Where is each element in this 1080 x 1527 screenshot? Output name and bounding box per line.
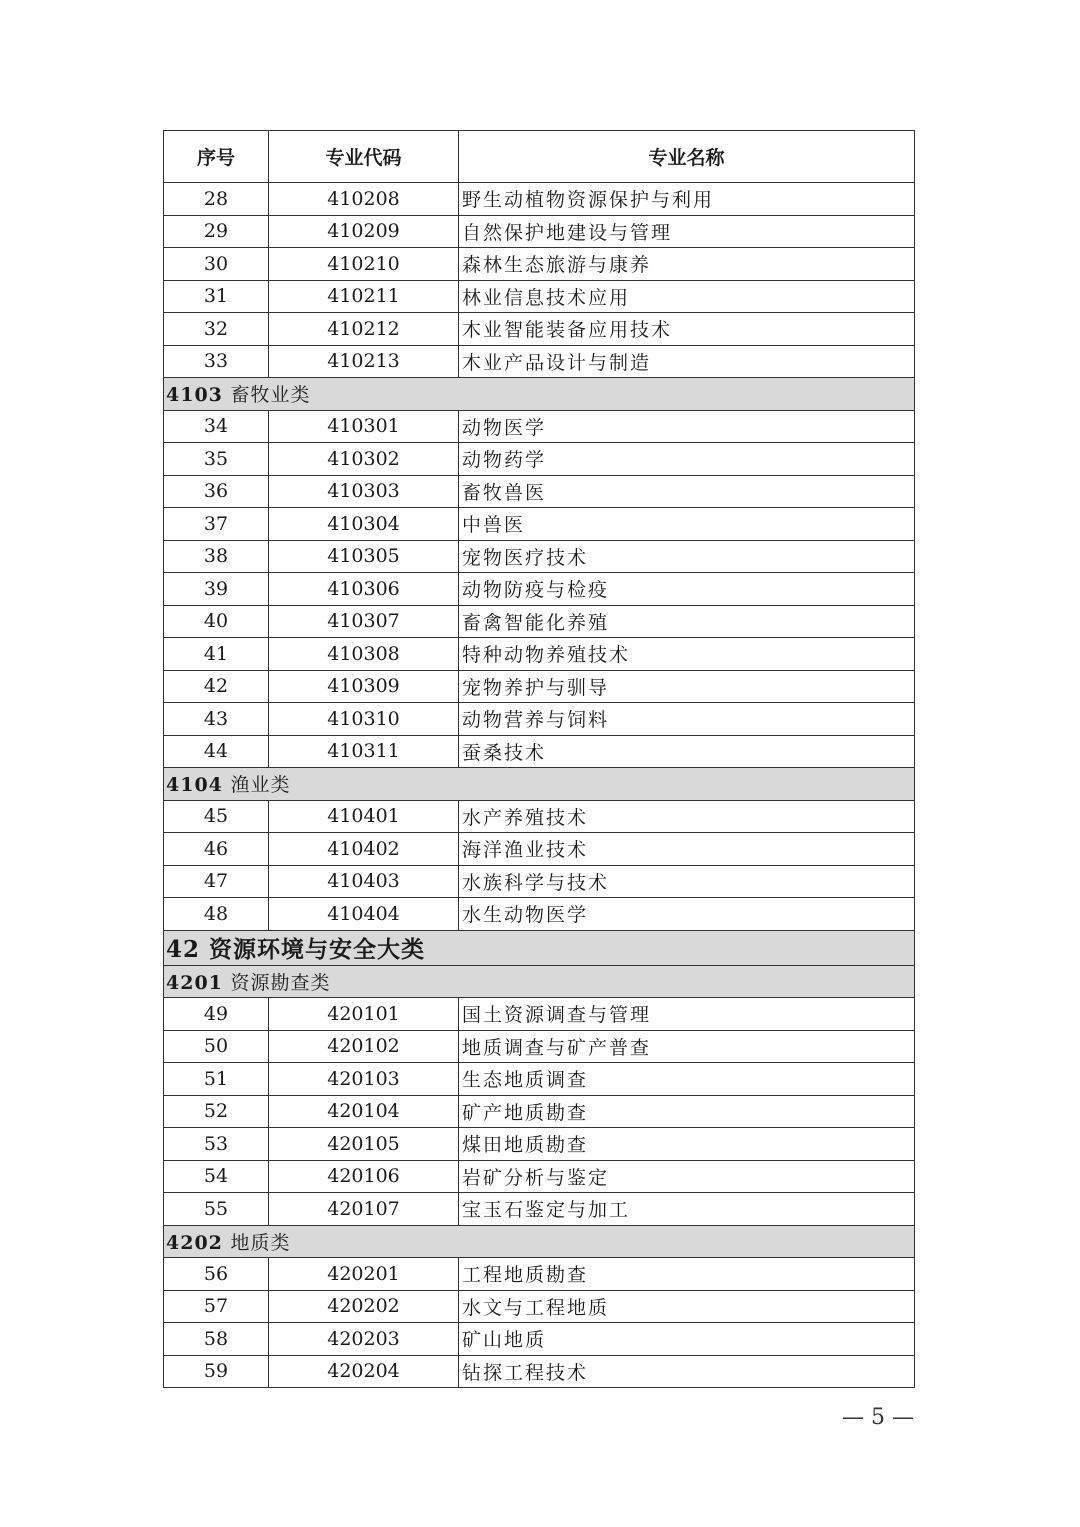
cell-code: 420202	[269, 1290, 459, 1323]
majors-table	[163, 130, 915, 1388]
cell-seq: 41	[164, 638, 269, 671]
cell-seq: 40	[164, 605, 269, 638]
cell-name: 畜牧兽医	[459, 475, 915, 508]
cell-name: 矿产地质勘查	[459, 1095, 915, 1128]
cell-seq: 43	[164, 703, 269, 736]
cell-code: 420105	[269, 1128, 459, 1161]
cell-seq: 47	[164, 865, 269, 898]
table-row	[164, 735, 915, 768]
cell-seq: 57	[164, 1290, 269, 1323]
table-row	[164, 1095, 915, 1128]
cell-name: 海洋渔业技术	[459, 833, 915, 866]
cell-code: 420107	[269, 1193, 459, 1226]
category-row	[164, 768, 915, 801]
cell-code: 420102	[269, 1030, 459, 1063]
cell-name: 动物防疫与检疫	[459, 573, 915, 606]
cell-name: 生态地质调查	[459, 1063, 915, 1096]
cell-name: 煤田地质勘查	[459, 1128, 915, 1161]
header-seq: 序号	[164, 131, 269, 183]
table-row	[164, 1323, 915, 1356]
major-group-heading: 42 资源环境与安全大类	[164, 930, 915, 965]
cell-name: 蚕桑技术	[459, 735, 915, 768]
cell-seq: 30	[164, 248, 269, 281]
table-row	[164, 898, 915, 931]
category-title: 地质类	[230, 1231, 291, 1254]
table-row	[164, 508, 915, 541]
cell-code: 410210	[269, 248, 459, 281]
cell-code: 410211	[269, 280, 459, 313]
category-row	[164, 965, 915, 998]
category-title: 渔业类	[230, 774, 291, 797]
category-code: 4201	[166, 971, 223, 994]
cell-name: 岩矿分析与鉴定	[459, 1160, 915, 1193]
cell-name: 动物营养与饲料	[459, 703, 915, 736]
cell-seq: 35	[164, 443, 269, 476]
cell-seq: 37	[164, 508, 269, 541]
table-row	[164, 248, 915, 281]
cell-code: 410310	[269, 703, 459, 736]
cell-seq: 46	[164, 833, 269, 866]
cell-seq: 58	[164, 1323, 269, 1356]
cell-name: 野生动植物资源保护与利用	[459, 183, 915, 216]
cell-code: 410307	[269, 605, 459, 638]
cell-name: 动物医学	[459, 410, 915, 443]
cell-code: 410401	[269, 800, 459, 833]
table-row	[164, 1193, 915, 1226]
cell-code: 420101	[269, 998, 459, 1031]
cell-name: 水族科学与技术	[459, 865, 915, 898]
table-row	[164, 703, 915, 736]
cell-name: 木业智能装备应用技术	[459, 313, 915, 346]
cell-seq: 33	[164, 345, 269, 378]
cell-name: 宠物医疗技术	[459, 540, 915, 573]
cell-seq: 34	[164, 410, 269, 443]
cell-code: 410303	[269, 475, 459, 508]
cell-seq: 50	[164, 1030, 269, 1063]
cell-name: 森林生态旅游与康养	[459, 248, 915, 281]
cell-code: 410209	[269, 215, 459, 248]
table-row	[164, 670, 915, 703]
cell-code: 410208	[269, 183, 459, 216]
table-body	[164, 183, 915, 1388]
table-header-row	[164, 131, 915, 183]
cell-seq: 44	[164, 735, 269, 768]
category-heading	[164, 965, 915, 998]
cell-seq: 52	[164, 1095, 269, 1128]
cell-seq: 48	[164, 898, 269, 931]
cell-name: 畜禽智能化养殖	[459, 605, 915, 638]
cell-code: 410213	[269, 345, 459, 378]
table-row	[164, 1160, 915, 1193]
cell-code: 410304	[269, 508, 459, 541]
cell-seq: 45	[164, 800, 269, 833]
header-code: 专业代码	[269, 131, 459, 183]
category-row	[164, 378, 915, 411]
page-number: — 5 —	[842, 1405, 914, 1430]
table-row	[164, 410, 915, 443]
table-row	[164, 443, 915, 476]
cell-seq: 53	[164, 1128, 269, 1161]
cell-code: 410305	[269, 540, 459, 573]
cell-code: 410302	[269, 443, 459, 476]
table-row	[164, 475, 915, 508]
cell-name: 工程地质勘查	[459, 1258, 915, 1291]
major-group-row	[164, 930, 915, 965]
category-heading	[164, 768, 915, 801]
table-row	[164, 998, 915, 1031]
table-row	[164, 800, 915, 833]
table-row	[164, 573, 915, 606]
table-row	[164, 833, 915, 866]
cell-seq: 36	[164, 475, 269, 508]
table-row	[164, 313, 915, 346]
table-row	[164, 280, 915, 313]
cell-code: 410308	[269, 638, 459, 671]
cell-seq: 49	[164, 998, 269, 1031]
header-name: 专业名称	[459, 131, 915, 183]
cell-name: 宠物养护与驯导	[459, 670, 915, 703]
cell-name: 中兽医	[459, 508, 915, 541]
cell-code: 410306	[269, 573, 459, 606]
cell-code: 420106	[269, 1160, 459, 1193]
cell-seq: 54	[164, 1160, 269, 1193]
cell-seq: 29	[164, 215, 269, 248]
table-row	[164, 1258, 915, 1291]
cell-name: 水文与工程地质	[459, 1290, 915, 1323]
cell-name: 林业信息技术应用	[459, 280, 915, 313]
table-row	[164, 183, 915, 216]
cell-seq: 59	[164, 1355, 269, 1388]
table-row	[164, 1030, 915, 1063]
cell-name: 特种动物养殖技术	[459, 638, 915, 671]
cell-seq: 51	[164, 1063, 269, 1096]
cell-code: 410301	[269, 410, 459, 443]
cell-code: 410404	[269, 898, 459, 931]
cell-name: 自然保护地建设与管理	[459, 215, 915, 248]
category-title: 资源勘查类	[230, 971, 331, 994]
cell-seq: 42	[164, 670, 269, 703]
table-row	[164, 540, 915, 573]
cell-seq: 55	[164, 1193, 269, 1226]
cell-code: 420203	[269, 1323, 459, 1356]
table-row	[164, 345, 915, 378]
cell-code: 420204	[269, 1355, 459, 1388]
category-row	[164, 1225, 915, 1258]
cell-seq: 38	[164, 540, 269, 573]
cell-name: 木业产品设计与制造	[459, 345, 915, 378]
cell-code: 420104	[269, 1095, 459, 1128]
table-row	[164, 1063, 915, 1096]
category-heading	[164, 1225, 915, 1258]
cell-seq: 28	[164, 183, 269, 216]
cell-name: 国土资源调查与管理	[459, 998, 915, 1031]
category-code: 4202	[166, 1231, 223, 1254]
cell-seq: 32	[164, 313, 269, 346]
cell-code: 410402	[269, 833, 459, 866]
category-code: 4104	[166, 774, 223, 797]
table-row	[164, 215, 915, 248]
cell-code: 410309	[269, 670, 459, 703]
category-heading	[164, 378, 915, 411]
table-row	[164, 638, 915, 671]
cell-code: 410212	[269, 313, 459, 346]
cell-name: 水产养殖技术	[459, 800, 915, 833]
cell-code: 410311	[269, 735, 459, 768]
cell-name: 宝玉石鉴定与加工	[459, 1193, 915, 1226]
table-row	[164, 1128, 915, 1161]
category-code: 4103	[166, 384, 223, 407]
cell-name: 动物药学	[459, 443, 915, 476]
cell-seq: 31	[164, 280, 269, 313]
category-title: 畜牧业类	[230, 384, 311, 407]
cell-seq: 56	[164, 1258, 269, 1291]
cell-name: 矿山地质	[459, 1323, 915, 1356]
table-row	[164, 605, 915, 638]
table-row	[164, 865, 915, 898]
cell-code: 410403	[269, 865, 459, 898]
cell-name: 地质调查与矿产普查	[459, 1030, 915, 1063]
cell-name: 钻探工程技术	[459, 1355, 915, 1388]
table-row	[164, 1355, 915, 1388]
cell-code: 420103	[269, 1063, 459, 1096]
cell-code: 420201	[269, 1258, 459, 1291]
cell-name: 水生动物医学	[459, 898, 915, 931]
table-row	[164, 1290, 915, 1323]
cell-seq: 39	[164, 573, 269, 606]
